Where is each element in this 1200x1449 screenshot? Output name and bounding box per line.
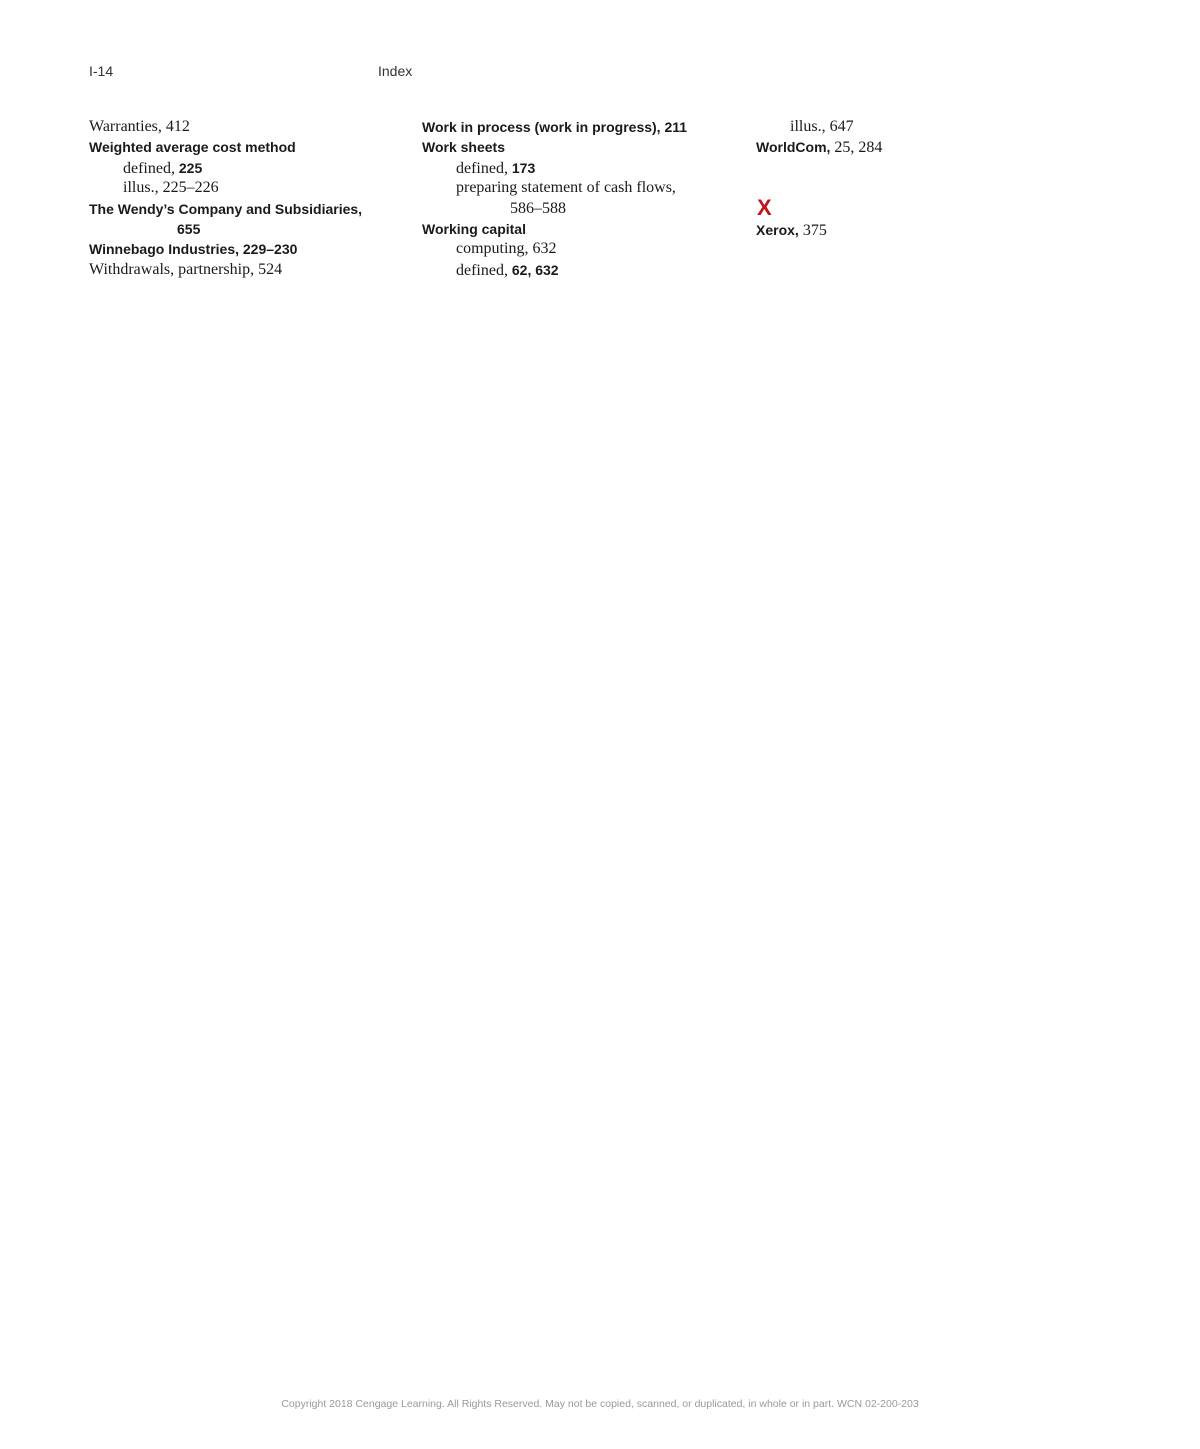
entry-term: Working capital <box>422 220 526 237</box>
entry-term: WorldCom, <box>756 139 831 156</box>
entry-term: illus., <box>123 179 159 197</box>
copyright-footer: Copyright 2018 Cengage Learning. All Rights Reserved. May not be copied, scanned, or duplicated, in whole or in part. WCN 02-200-203 <box>281 1398 919 1410</box>
entry-term: Weighted average cost method <box>89 139 296 156</box>
index-subentry-working-capital-defined <box>422 260 742 280</box>
entry-pages: 632 <box>528 240 557 258</box>
entry-term: defined, <box>456 261 508 279</box>
entry-pages: 225 <box>174 159 203 176</box>
index-entry-work-in-process <box>422 117 742 137</box>
index-subentry-illus <box>756 117 1076 137</box>
index-subentry-work-sheets-defined <box>422 158 742 178</box>
entry-term: preparing statement of cash flows, <box>456 179 676 197</box>
entry-term: Withdrawals, partnership, <box>89 260 255 278</box>
entry-term: defined, <box>123 159 175 177</box>
index-entry-weighted-average <box>89 137 409 157</box>
entry-pages: 655 <box>177 220 201 237</box>
entry-pages: 173 <box>507 159 536 176</box>
entry-pages: 412 <box>161 118 190 135</box>
entry-pages: 647 <box>825 118 854 135</box>
entry-pages: 586–588 <box>510 199 566 217</box>
entry-term: Warranties, <box>89 118 162 135</box>
index-entry-xerox <box>756 220 1076 240</box>
entry-term: Work in process (work in progress), <box>422 119 661 135</box>
entry-pages: 211 <box>660 119 688 135</box>
entry-term: The Wendy’s Company and Subsidiaries, <box>89 200 363 217</box>
entry-pages: 524 <box>254 260 283 278</box>
running-title: Index <box>378 63 413 79</box>
index-entry-worldcom <box>756 137 1076 157</box>
index-entry-winnebago <box>89 239 409 259</box>
index-subentry-weighted-defined <box>89 158 409 178</box>
entry-term: Winnebago Industries, <box>89 241 239 258</box>
index-subentry-working-capital-computing <box>422 239 742 259</box>
index-column-2 <box>422 117 742 280</box>
index-entry-withdrawals <box>89 260 409 280</box>
entry-pages: 632 <box>531 261 559 278</box>
entry-term: Xerox, <box>756 221 799 238</box>
entry-term: Work sheets <box>422 139 505 156</box>
entry-pages: 225–226 <box>158 179 219 197</box>
entry-term: defined, <box>456 159 508 177</box>
entry-pages: 62 <box>507 261 528 278</box>
entry-term: computing, <box>456 240 529 258</box>
index-entry-wendys <box>89 199 409 219</box>
index-column-3 <box>756 117 1076 240</box>
index-entry-work-sheets <box>422 137 742 157</box>
index-subentry-work-sheets-preparing-pages <box>422 199 742 219</box>
index-entry-warranties <box>89 117 409 137</box>
entry-pages-separator: , <box>527 261 532 278</box>
index-entry-wendys-pages <box>89 219 409 239</box>
section-letter-x: X <box>757 194 772 220</box>
index-subentry-work-sheets-preparing <box>422 178 742 198</box>
entry-pages: 25, 284 <box>830 139 883 157</box>
entry-pages: 375 <box>798 221 827 239</box>
entry-pages: 229–230 <box>239 241 298 258</box>
index-column-1 <box>89 117 409 280</box>
entry-term: illus., <box>790 118 826 135</box>
index-entry-working-capital <box>422 219 742 239</box>
index-subentry-weighted-illus <box>89 178 409 198</box>
running-head <box>0 63 1200 83</box>
page-number: I-14 <box>89 63 114 79</box>
